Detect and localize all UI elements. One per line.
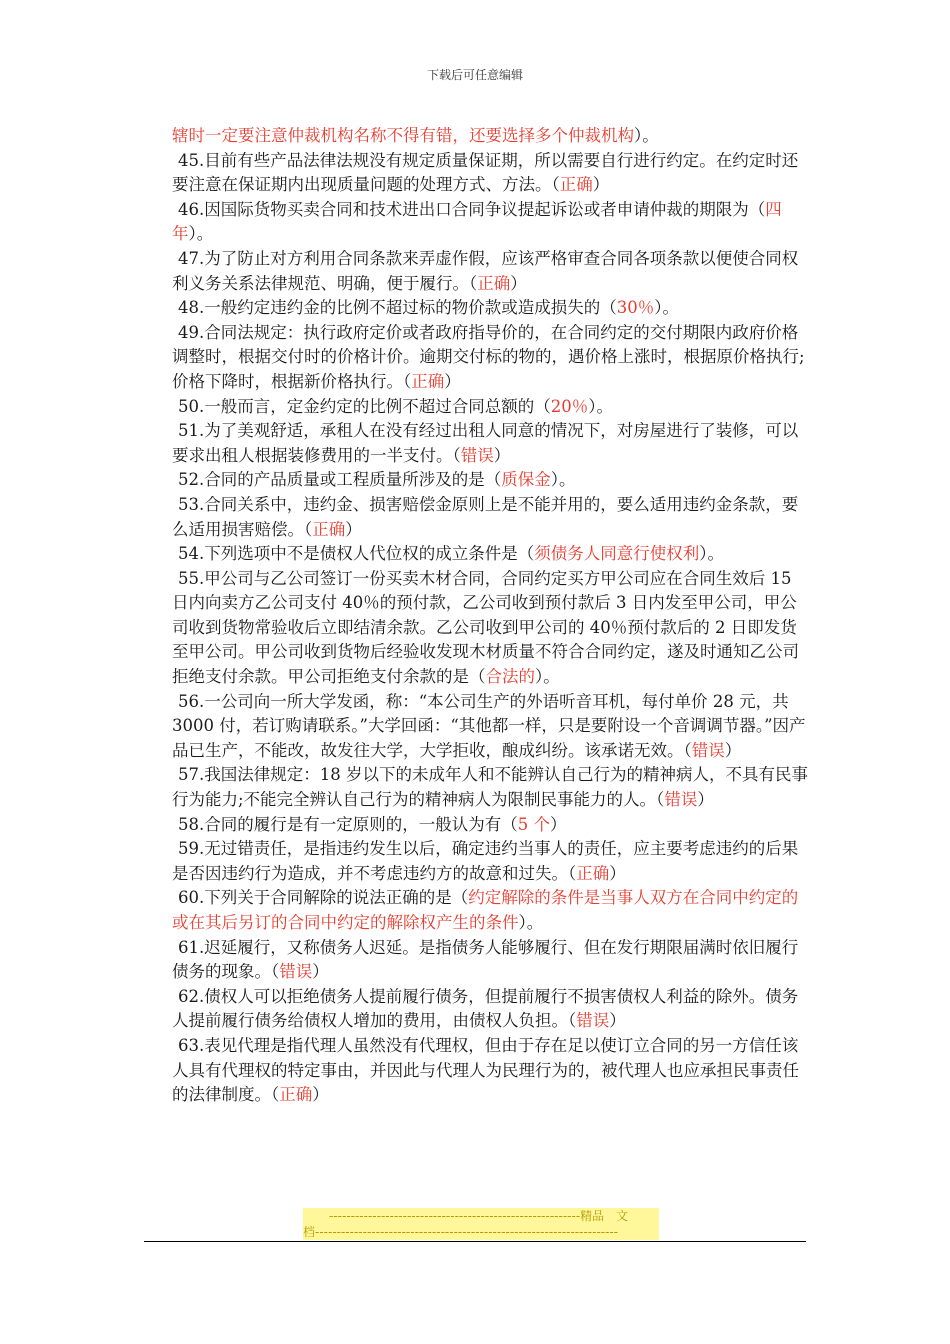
question-text: 债权人可以拒绝债务人提前履行债务，但提前履行不损害债权人利益的除外。债务人提前履行债务给债权人增加的费用，由债权人负担。（ — [172, 986, 799, 1031]
question-text: 目前有些产品法律法规没有规定质量保证期，所以需要自行进行约定。在约定时还要注意在保证期内出现质量问题的处理方式、方法。（ — [172, 150, 799, 195]
question-list — [172, 124, 808, 1108]
question-text: 合同法规定：执行政府定价或者政府指导价的，在合同约定的交付期限内政府价格调整时，根据交付时的价格计价。逾期交付标的物的，遇价格上涨时，根据原价格执行;价格下降时，根据新价格执行。（ — [172, 322, 805, 391]
answer-closing: ）。 — [518, 913, 544, 932]
answer-text: 30％ — [616, 298, 655, 318]
question-item — [172, 837, 808, 886]
question-item — [172, 567, 808, 690]
answer-closing: ） — [609, 863, 626, 883]
answer-closing: ） — [345, 519, 362, 539]
question-number: 62. — [178, 986, 205, 1006]
question-number: 63. — [178, 1035, 205, 1055]
answer-text: 约定解除的条件是当事人双方在合同中约定的或在其后另订的合同中约定的解除权产生的条件 — [172, 888, 799, 932]
answer-closing: ） — [592, 175, 610, 195]
answer-text: 质保金 — [501, 470, 551, 490]
question-item — [172, 321, 808, 395]
question-item — [172, 124, 808, 149]
question-item — [172, 493, 808, 542]
question-number: 58. — [178, 814, 205, 834]
question-item — [172, 468, 808, 493]
question-item — [172, 936, 808, 985]
question-text: 一般而言，定金约定的比例不超过合同总额的（ — [204, 396, 551, 416]
question-item — [172, 149, 808, 198]
question-number: 55. — [178, 568, 205, 588]
question-item — [172, 247, 808, 296]
question-number: 46. — [178, 199, 205, 219]
question-text: 为了防止对方利用合同条款来弄虚作假，应该严格审查合同各项条款以便使合同权利义务关系法律规范、明确，便于履行。（ — [172, 248, 799, 293]
answer-closing: ） — [609, 1011, 626, 1031]
answer-text: 错误 — [691, 740, 725, 760]
footer-watermark — [303, 1208, 659, 1240]
question-number: 56. — [178, 691, 205, 711]
answer-text: 正确 — [559, 175, 593, 195]
question-item — [172, 813, 808, 838]
footer-divider — [144, 1241, 806, 1242]
question-number: 54. — [178, 544, 205, 564]
answer-closing: ）。 — [535, 667, 560, 687]
answer-closing: ）。 — [699, 544, 724, 564]
answer-text: 正确 — [279, 1085, 313, 1105]
answer-closing: ） — [697, 790, 714, 810]
question-item — [172, 985, 808, 1034]
answer-text: 辖时一定要注意仲裁机构名称不得有错，还要选择多个仲裁机构 — [172, 126, 634, 145]
answer-closing: ） — [312, 962, 329, 982]
answer-text: 正确 — [312, 519, 346, 539]
question-item — [172, 690, 808, 764]
answer-closing: ） — [510, 273, 527, 293]
answer-closing: ）。 — [550, 470, 576, 490]
question-text: 合同关系中，违约金、损害赔偿金原则上是不能并用的，要么适用违约金条款，要么适用损害赔偿。（ — [172, 494, 799, 539]
answer-closing: ） — [550, 814, 567, 834]
answer-closing: ）。 — [634, 126, 659, 145]
answer-text: 错误 — [576, 1011, 610, 1031]
question-number: 53. — [178, 494, 205, 514]
question-text: 下列选项中不是债权人代位权的成立条件是（ — [204, 544, 535, 564]
question-number: 60. — [178, 888, 205, 908]
question-item — [172, 419, 808, 468]
question-number: 52. — [178, 470, 205, 490]
answer-text: 错误 — [664, 790, 698, 810]
question-text: 合同的产品质量或工程质量所涉及的是（ — [204, 470, 502, 490]
answer-text: 正确 — [411, 371, 445, 391]
question-text: 一般约定违约金的比例不超过标的物价款或造成损失的（ — [204, 298, 617, 318]
answer-closing: ） — [444, 371, 461, 391]
answer-closing: ） — [724, 740, 742, 760]
footer-line-2: 档---------------------------------------------------------------------- — [303, 1225, 619, 1239]
answer-text: 错误 — [279, 962, 313, 982]
question-text: 我国法律规定：18 岁以下的未成年人和不能辨认自己行为的精神病人，不具有民事行为能力;不能完全辨认自己行为的精神病人为限制民事能力的人。（ — [172, 765, 808, 810]
question-item — [172, 763, 808, 812]
question-item — [172, 886, 808, 935]
question-number: 47. — [178, 248, 205, 268]
answer-text: 错误 — [460, 445, 494, 465]
answer-text: 须债务人同意行使权利 — [534, 544, 700, 564]
question-item — [172, 1034, 808, 1108]
answer-text: 正确 — [576, 863, 610, 883]
question-item — [172, 542, 808, 567]
question-text: 为了美观舒适，承租人在没有经过出租人同意的情况下，对房屋进行了装修，可以要求出租人根据装修费用的一半支付。（ — [172, 421, 799, 465]
question-number: 61. — [178, 937, 205, 957]
question-item — [172, 296, 808, 321]
question-text: 下列关于合同解除的说法正确的是（ — [204, 888, 469, 908]
question-number: 51. — [178, 421, 205, 441]
answer-closing: ）。 — [654, 298, 679, 318]
question-number: 57. — [178, 765, 205, 785]
question-text: 表见代理是指代理人虽然没有代理权，但由于存在足以使订立合同的另一方信任该人具有代理权的特定事由，并因此与代理人为民理行为的，被代理人也应承担民事责任的法律制度。（ — [172, 1035, 799, 1105]
answer-text: 5 个 — [517, 814, 550, 834]
answer-text: 正确 — [477, 273, 511, 293]
answer-closing: ）。 — [588, 396, 613, 416]
question-text: 甲公司与乙公司签订一份买卖木材合同，合同约定买方甲公司应在合同生效后 15 日内向卖方乙公司支付 40％的预付款，乙公司收到预付款后 3 日内发至甲公司，甲公司收到货物常验收后立即结清余款。乙公司收到甲公司的 40％预付款后的 2 日即发货至甲公司。甲公司收到货物后经验收发现木材质量不符合合同约定，遂及时通知乙公司拒绝支付余款。甲公司拒绝支付余款的是（ — [172, 568, 799, 687]
question-text: 无过错责任，是指违约发生以后，确定违约当事人的责任，应主要考虑违约的后果是否因违约行为造成，并不考虑违约方的故意和过失。（ — [172, 839, 799, 883]
question-number: 48. — [178, 298, 205, 318]
question-text: 合同的履行是有一定原则的，一般认为有（ — [204, 814, 518, 834]
question-number: 45. — [178, 150, 205, 170]
answer-closing: ） — [493, 445, 511, 465]
answer-closing: ）。 — [188, 224, 214, 244]
answer-text: 合法的 — [485, 667, 535, 687]
page-header: 下载后可任意编辑 — [426, 68, 523, 82]
answer-text: 20％ — [550, 396, 589, 416]
question-text: 一公司向一所大学发函，称：“本公司生产的外语听音耳机，每付单价 28 元，共 3000 付，若订购请联系。”大学回函：“其他都一样，只是要附设一个音调调节器。”因产品已生产，不能改，故发往大学，大学拒收，酿成纠纷。该承诺无效。（ — [172, 691, 806, 760]
question-number: 59. — [178, 839, 205, 859]
answer-text: 四年 — [172, 199, 782, 244]
question-number: 49. — [178, 322, 205, 342]
question-item — [172, 198, 808, 247]
footer-line-1: ----------------------------------------------------------精品 文 — [329, 1209, 629, 1223]
question-text: 迟延履行，又称债务人迟延。是指债务人能够履行、但在发行期限届满时依旧履行债务的现象。（ — [172, 937, 799, 982]
answer-closing: ） — [312, 1085, 329, 1105]
question-item — [172, 395, 808, 420]
question-text: 因国际货物买卖合同和技术进出口合同争议提起诉讼或者申请仲裁的期限为（ — [204, 199, 766, 219]
question-number: 50. — [178, 396, 205, 416]
